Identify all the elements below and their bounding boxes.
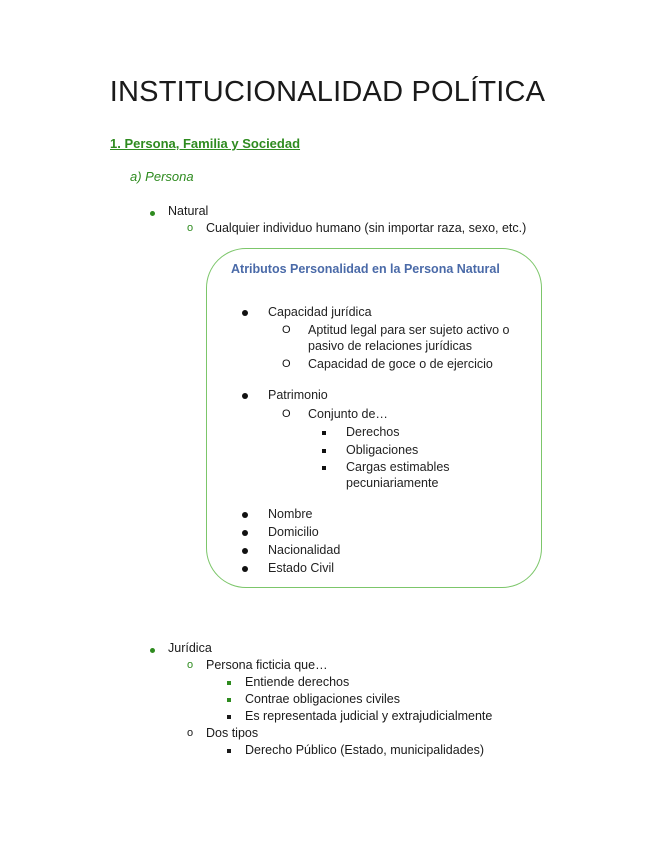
juridica-ficticia: Persona ficticia que… xyxy=(206,658,328,672)
capacidad-sub2: Capacidad de goce o de ejercicio xyxy=(308,357,493,371)
tipos-item: Derecho Público (Estado, municipalidades) xyxy=(245,743,485,757)
patrimonio-label: Patrimonio xyxy=(268,388,328,402)
bullet-icon xyxy=(242,566,248,572)
attribute-item: Nombre xyxy=(268,507,313,521)
natural-label: Natural xyxy=(168,204,209,218)
capacidad-label: Capacidad jurídica xyxy=(268,305,372,319)
ficticia-item: Es representada judicial y extrajudicialmente xyxy=(245,709,493,723)
attribute-item: Estado Civil xyxy=(268,561,334,575)
patrimonio-item-line2: pecuniariamente xyxy=(346,476,439,490)
bullet-icon xyxy=(242,310,248,316)
section-heading: 1. Persona, Familia y Sociedad xyxy=(110,136,301,151)
capacidad-sub1-line1: Aptitud legal para ser sujeto activo o xyxy=(308,323,510,337)
juridica-tipos: Dos tipos xyxy=(206,726,259,740)
bullet-icon xyxy=(242,512,248,518)
patrimonio-sub: Conjunto de… xyxy=(308,407,388,421)
patrimonio-item: Obligaciones xyxy=(346,443,419,457)
bullet-icon xyxy=(242,393,248,399)
square-bullet-icon xyxy=(227,715,231,719)
bullet-icon xyxy=(242,530,248,536)
circle-bullet-icon: o xyxy=(187,727,194,739)
ficticia-item: Entiende derechos xyxy=(245,675,350,689)
patrimonio-item: Derechos xyxy=(346,425,400,439)
patrimonio-item: Cargas estimables xyxy=(346,460,450,474)
square-bullet-icon xyxy=(322,431,326,435)
square-bullet-icon xyxy=(227,681,231,685)
natural-description: Cualquier individuo humano (sin importar raza, sexo, etc.) xyxy=(206,221,527,235)
subsection-heading: a) Persona xyxy=(130,169,194,184)
attribute-item: Nacionalidad xyxy=(268,543,341,557)
attribute-item: Domicilio xyxy=(268,525,319,539)
circle-bullet-icon: O xyxy=(282,408,291,420)
circle-bullet-icon: O xyxy=(282,324,291,336)
page-title: INSTITUCIONALIDAD POLÍTICA xyxy=(109,76,546,108)
square-bullet-icon xyxy=(227,698,231,702)
square-bullet-icon xyxy=(322,466,326,470)
ficticia-item: Contrae obligaciones civiles xyxy=(245,692,400,706)
bullet-icon xyxy=(242,548,248,554)
box-title: Atributos Personalidad en la Persona Natural xyxy=(231,262,500,276)
circle-bullet-icon: O xyxy=(282,358,291,370)
bullet-icon xyxy=(150,648,155,653)
juridica-label: Jurídica xyxy=(168,641,212,655)
bullet-icon xyxy=(150,211,155,216)
circle-bullet-icon: o xyxy=(187,659,194,671)
square-bullet-icon xyxy=(227,749,231,753)
capacidad-sub1-line2: pasivo de relaciones jurídicas xyxy=(308,339,472,353)
square-bullet-icon xyxy=(322,449,326,453)
circle-bullet-icon: o xyxy=(187,222,194,234)
